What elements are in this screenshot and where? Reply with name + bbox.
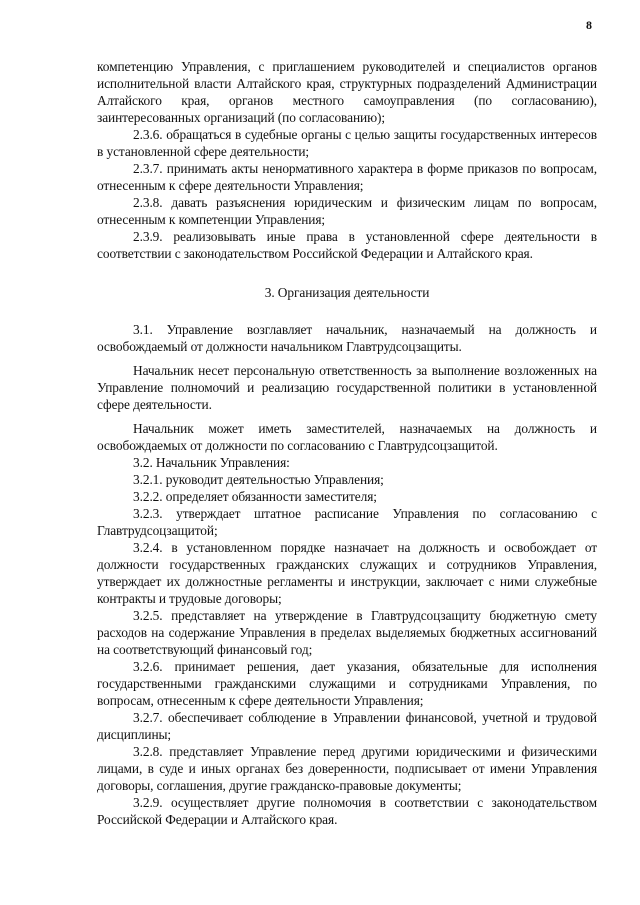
paragraph-3-2-4: 3.2.4. в установленном порядке назначает на должность и освобождает от должности государственных гражданских служащих и сотрудников Управления, утверждает их должностные регламенты и инструкции, заключает с ними служебные контракты и трудовые договоры; <box>97 540 597 606</box>
paragraph-3-2-5: 3.2.5. представляет на утверждение в Главтрудсоцзащиту бюджетную смету расходов на содержание Управления в пределах выделяемых бюджетных ассигнований на соответствующий финансовый год; <box>97 608 597 657</box>
paragraph-3-2-2: 3.2.2. определяет обязанности заместителя; <box>133 489 377 504</box>
paragraph-3-2-1: 3.2.1. руководит деятельностью Управления; <box>133 472 384 487</box>
paragraph-3-2-6: 3.2.6. принимает решения, дает указания, обязательные для исполнения государственными гражданскими служащими и сотрудниками Управления, по вопросам, отнесенным к сфере деятельности Управления; <box>97 659 597 708</box>
paragraph-continuation: компетенцию Управления, с приглашением руководителей и специалистов органов исполнительной власти Алтайского края, структурных подразделений Администрации Алтайского края, органов местного самоуправления (по согласованию), заинтересованных организаций (по согласованию); <box>97 59 597 125</box>
paragraph-2-3-6: 2.3.6. обращаться в судебные органы с целью защиты государственных интересов в установленной сфере деятельности; <box>97 127 597 159</box>
paragraph-chief-responsibility: Начальник несет персональную ответственность за выполнение возложенных на Управление полномочий и реализацию государственной политики в установленной сфере деятельности. <box>97 363 597 412</box>
paragraph-deputies: Начальник может иметь заместителей, назначаемых на должность и освобождаемых от должности по согласованию с Главтрудсоцзащитой. <box>97 421 597 453</box>
paragraph-3-2-9: 3.2.9. осуществляет другие полномочия в соответствии с законодательством Российской Федерации и Алтайского края. <box>97 795 597 827</box>
page-number: 8 <box>586 18 592 32</box>
paragraph-2-3-8: 2.3.8. давать разъяснения юридическим и физическим лицам по вопросам, отнесенным к компетенции Управления; <box>97 195 597 227</box>
paragraph-3-1: 3.1. Управление возглавляет начальник, назначаемый на должность и освобождаемый от должности начальником Главтрудсоцзащиты. <box>97 322 597 354</box>
document-body <box>97 58 597 828</box>
paragraph-2-3-7: 2.3.7. принимать акты ненормативного характера в форме приказов по вопросам, отнесенным к сфере деятельности Управления; <box>97 161 597 193</box>
paragraph-3-2-8: 3.2.8. представляет Управление перед другими юридическими и физическими лицами, в суде и иных органах без доверенности, подписывает от имени Управления договоры, соглашения, другие гражданско-правовые документы; <box>97 744 597 793</box>
paragraph-3-2: 3.2. Начальник Управления: <box>133 455 290 470</box>
section-heading: 3. Организация деятельности <box>264 285 430 300</box>
paragraph-2-3-9: 2.3.9. реализовывать иные права в установленной сфере деятельности в соответствии с законодательством Российской Федерации и Алтайского края. <box>97 229 597 261</box>
paragraph-3-2-7: 3.2.7. обеспечивает соблюдение в Управлении финансовой, учетной и трудовой дисциплины; <box>97 710 597 742</box>
paragraph-3-2-3: 3.2.3. утверждает штатное расписание Управления по согласованию с Главтрудсоцзащитой; <box>97 506 597 538</box>
